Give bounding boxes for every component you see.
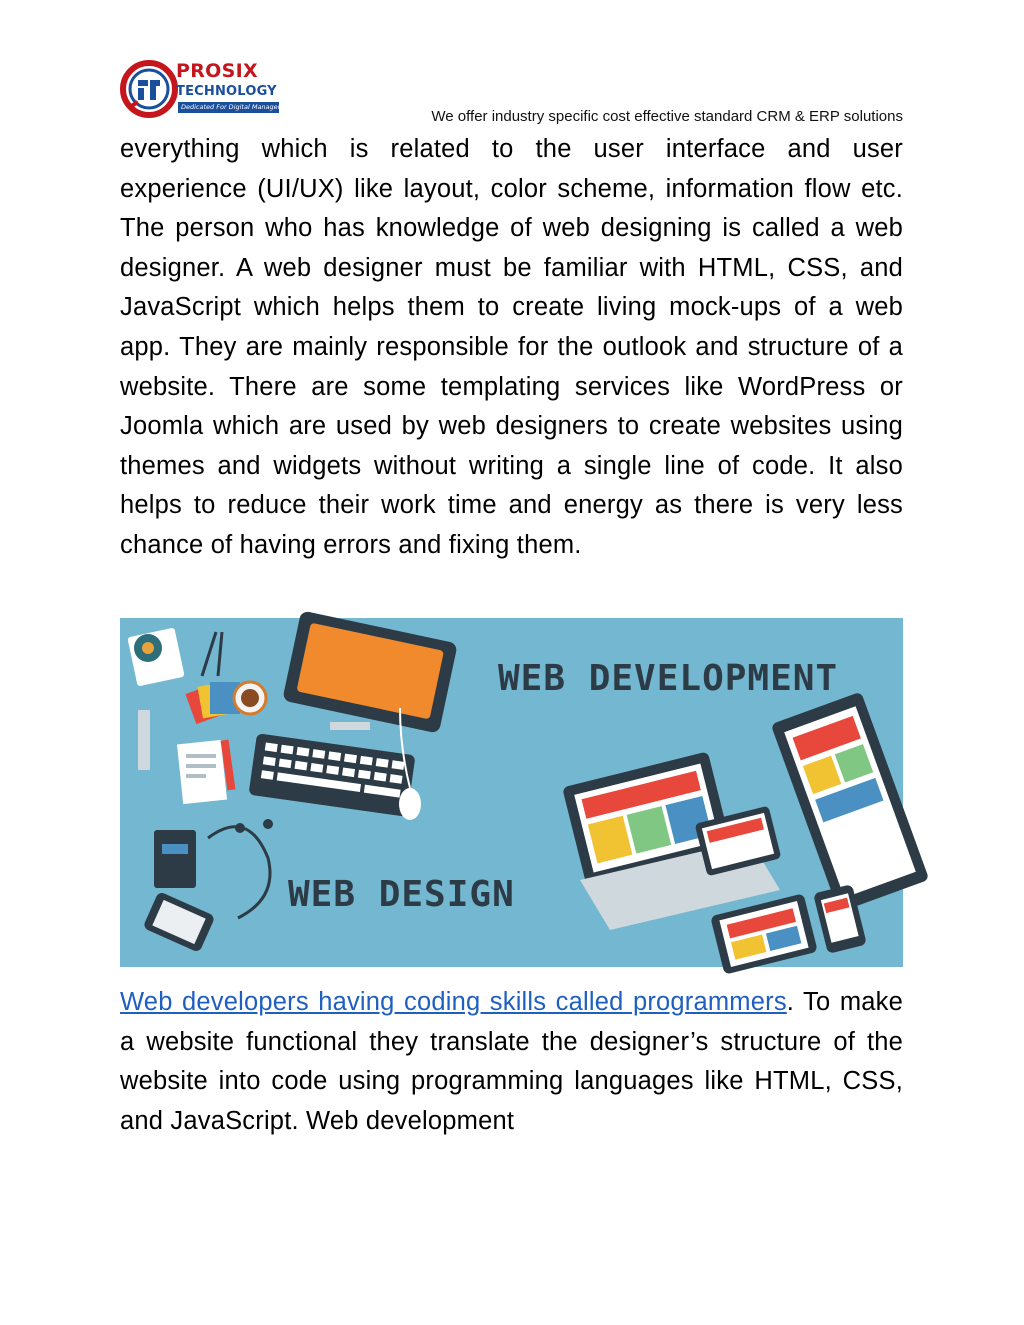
programmers-link[interactable]: Web developers having coding skills called programmers <box>120 988 787 1016</box>
logo-emblem-icon <box>120 58 178 120</box>
banner-title-web-design: WEB DESIGN <box>288 874 515 915</box>
logo-wordmark-prosix: PROSIX <box>176 60 258 82</box>
body-paragraph: everything which is related to the user interface and user experience (UI/UX) like layout, color scheme, information flow etc. The person who has knowledge of web designing is called a web designer. A web designer must be familiar with HTML, CSS, and JavaScript which helps them to create living mock-ups of a web app. They are mainly responsible for the outlook and structure of a website. There are some templating services like WordPress or Joomla which are used by web designers to create websites using themes and widgets without writing a single line of code. It also helps to reduce their work time and energy as there is very less chance of having errors and fixing them. <box>120 135 903 559</box>
logo-wordmark-technology: TECHNOLOGY <box>176 84 277 99</box>
banner-title-web-development: WEB DEVELOPMENT <box>498 658 839 699</box>
web-development-banner-image <box>120 618 903 967</box>
logo-tagline: Dedicated For Digital Management... <box>178 102 279 113</box>
page-header <box>120 56 903 126</box>
paragraph-2-text: . To make a website functional they translate the designer’s structure of the website into code using programming languages like HTML, CSS, and JavaScript. Web development <box>120 988 903 1135</box>
company-logo <box>120 56 301 124</box>
header-tagline: We offer industry specific cost effective standard CRM & ERP solutions <box>431 108 903 125</box>
body-paragraph-2 <box>120 983 903 1141</box>
